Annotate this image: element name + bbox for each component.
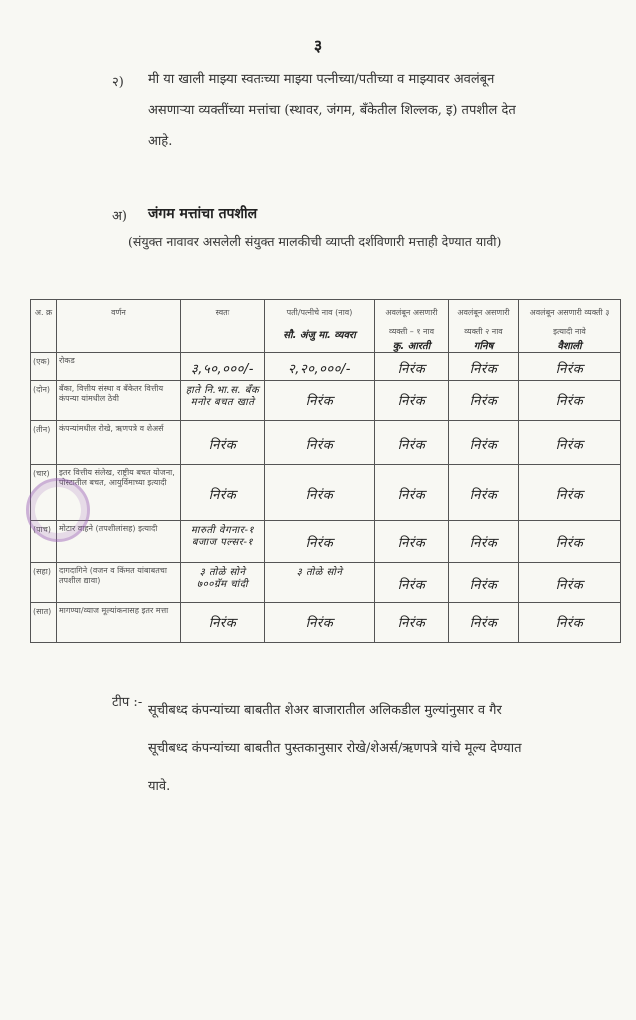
row-dep2-value: निरंक (469, 362, 498, 377)
header-cell (57, 300, 181, 353)
row-self-value: निरंक (208, 488, 237, 503)
table-row (31, 465, 621, 521)
cell-dep1 (375, 563, 449, 603)
row-dep3-value: निरंक (555, 394, 584, 409)
row-dep1-value: निरंक (397, 438, 426, 453)
row-self-value: निरंक (208, 438, 237, 453)
table-row (31, 421, 621, 465)
header-cell (449, 300, 519, 353)
cell-spouse (265, 465, 375, 521)
row-sr: (तीन) (33, 425, 51, 434)
cell-dep3 (519, 563, 621, 603)
row-sr: (चार) (33, 469, 50, 478)
row-dep3-value: निरंक (555, 362, 584, 377)
row-self-value: मारुती वेगनार-१ बजाज पल्सर-१ (190, 525, 255, 548)
section-line: मी या खाली माझ्या स्वतःच्या माझ्या पत्नीच्या/पतीच्या व माझ्यावर अवलंबून (148, 72, 495, 87)
row-description: दागदागिने (वजन व किंमत यांबाबतचा तपशील द्यावा) (59, 566, 167, 585)
subsection-number: अ) (112, 209, 128, 224)
cell-spouse (265, 381, 375, 421)
cell-desc (57, 563, 181, 603)
dependent-2-name: गनिष (473, 341, 494, 352)
row-dep3-value: निरंक (555, 536, 584, 551)
movable-assets-table (30, 299, 621, 643)
cell-desc (57, 603, 181, 643)
cell-dep3 (519, 381, 621, 421)
cell-dep1 (375, 421, 449, 465)
row-dep1-value: निरंक (397, 616, 426, 631)
header-self: स्वतः (215, 308, 230, 317)
table-row (31, 353, 621, 381)
cell-spouse (265, 353, 375, 381)
row-spouse-value: निरंक (305, 488, 334, 503)
cell-dep1 (375, 353, 449, 381)
cell-self (181, 563, 265, 603)
cell-spouse (265, 603, 375, 643)
header-cell (519, 300, 621, 353)
cell-desc (57, 421, 181, 465)
footnote-body (148, 692, 578, 806)
row-self-value: निरंक (208, 616, 237, 631)
row-sr: (दोन) (33, 385, 51, 394)
cell-dep1 (375, 381, 449, 421)
section-line: असणाऱ्या व्यक्तींच्या मत्तांचा (स्थावर, जंगम, बँकेतील शिल्लक, इ) तपशील देत (148, 103, 516, 118)
table-row (31, 563, 621, 603)
row-spouse-value: निरंक (305, 438, 334, 453)
cell-sr (31, 381, 57, 421)
section-line: आहे. (148, 134, 173, 149)
section-number: २) (112, 75, 124, 90)
row-dep1-value: निरंक (397, 578, 426, 593)
cell-desc (57, 353, 181, 381)
row-dep3-value: निरंक (555, 616, 584, 631)
cell-dep3 (519, 353, 621, 381)
cell-self (181, 421, 265, 465)
row-dep1-value: निरंक (397, 536, 426, 551)
row-description: रोकड (59, 356, 75, 365)
cell-sr (31, 353, 57, 381)
header-sr: अ. क्र (34, 308, 53, 317)
subsection-title: जंगम मत्तांचा तपशील (148, 206, 258, 222)
table-row (31, 381, 621, 421)
row-spouse-value: २,२०,०००/- (288, 362, 351, 377)
cell-dep1 (375, 603, 449, 643)
row-sr: (पाच) (33, 525, 51, 534)
row-description: मोटार वाहने (तपशीलांसह) इत्यादी (59, 524, 158, 533)
header-cell (375, 300, 449, 353)
section-paragraph (148, 64, 588, 157)
cell-desc (57, 381, 181, 421)
row-dep2-value: निरंक (469, 536, 498, 551)
row-spouse-value: निरंक (305, 616, 334, 631)
row-dep2-value: निरंक (469, 438, 498, 453)
table-row (31, 603, 621, 643)
row-dep2-value: निरंक (469, 488, 498, 503)
cell-dep2 (449, 353, 519, 381)
cell-sr (31, 603, 57, 643)
cell-dep2 (449, 421, 519, 465)
row-dep2-value: निरंक (469, 616, 498, 631)
dependent-1-name: कु. आरती (392, 341, 431, 352)
header-cell (181, 300, 265, 353)
row-dep3-value: निरंक (555, 578, 584, 593)
footnote-line: यावे. (148, 779, 171, 794)
cell-self (181, 521, 265, 563)
header-cell (265, 300, 375, 353)
row-description: बँका, वित्तीय संस्था व बँकेतर वित्तीय कंपन्या यांमधील ठेवी (59, 384, 164, 403)
row-sr: (सहा) (33, 567, 51, 576)
table-row (31, 521, 621, 563)
header-cell (31, 300, 57, 353)
row-dep2-value: निरंक (469, 578, 498, 593)
row-dep1-value: निरंक (397, 362, 426, 377)
cell-dep2 (449, 603, 519, 643)
footnote-label: टीप :- (112, 695, 143, 710)
row-dep3-value: निरंक (555, 438, 584, 453)
header-dependent-2: अवलंबून असणारी व्यक्ती २ नाव (457, 308, 510, 336)
cell-dep3 (519, 603, 621, 643)
header-dependent-1: अवलंबून असणारी व्यक्ती – १ नाव (385, 308, 438, 336)
footnote-line: सूचीबध्द कंपन्यांच्या बाबतीत शेअर बाजारातील अलिकडील मुल्यांनुसार व गैर (148, 703, 502, 718)
cell-dep1 (375, 465, 449, 521)
cell-dep3 (519, 421, 621, 465)
page-number: ३ (313, 36, 323, 55)
row-spouse-value: निरंक (305, 536, 334, 551)
row-self-value: ३,५०,०००/- (191, 362, 254, 377)
row-dep3-value: निरंक (555, 488, 584, 503)
official-seal-stamp (26, 478, 90, 542)
row-spouse-value: निरंक (305, 394, 334, 409)
header-description: वर्णन (111, 308, 126, 317)
cell-self (181, 381, 265, 421)
row-description: कंपन्यांमधील रोखे, ऋणपत्रे व शेअर्स (59, 424, 164, 433)
cell-spouse (265, 421, 375, 465)
cell-spouse (265, 521, 375, 563)
cell-dep2 (449, 563, 519, 603)
cell-dep3 (519, 521, 621, 563)
footnote-line: सूचीबध्द कंपन्यांच्या बाबतीत पुस्तकानुसार रोखे/शेअर्स/ऋणपत्रे यांचे मूल्य देण्यात (148, 741, 522, 756)
cell-sr (31, 563, 57, 603)
table-header-row (31, 300, 621, 353)
cell-dep3 (519, 465, 621, 521)
cell-spouse (265, 563, 375, 603)
row-dep1-value: निरंक (397, 394, 426, 409)
row-dep2-value: निरंक (469, 394, 498, 409)
cell-self (181, 465, 265, 521)
cell-self (181, 353, 265, 381)
cell-sr (31, 421, 57, 465)
row-self-value: ३ तोळे सोने ७००ग्रॅम चांदी (196, 567, 249, 590)
cell-dep2 (449, 465, 519, 521)
cell-dep2 (449, 521, 519, 563)
header-dependent-3: अवलंबून असणारी व्यक्ती ३ इत्यादी नावे (529, 308, 610, 336)
row-self-value: हाते नि.भा.स. बँक मनोर बचत खाते (185, 385, 260, 408)
row-sr: (सात) (33, 607, 52, 616)
row-dep1-value: निरंक (397, 488, 426, 503)
spouse-name: सौ. अंजु मा. व्यवरा (283, 330, 356, 341)
cell-dep1 (375, 521, 449, 563)
dependent-3-name: वैशाली (557, 341, 582, 352)
header-spouse: पती/पत्नीचे नाव (नाव) (286, 308, 353, 317)
row-description: मागण्या/व्याज मूल्यांकनासह इतर मत्ता (59, 606, 169, 615)
row-sr: (एक) (33, 357, 50, 366)
subsection-note: (संयुक्त नावावर असलेली संयुक्त मालकीची व्याप्ती दर्शविणारी मत्ताही देण्यात यावी) (128, 234, 502, 249)
assets-table-wrapper (30, 299, 620, 629)
cell-dep2 (449, 381, 519, 421)
row-description: इतर वित्तीय संलेख, राष्ट्रीय बचत योजना, पोस्टातील बचत, आयुर्विमाच्या इत्यादी (59, 468, 175, 487)
row-spouse-value: ३ तोळे सोने (296, 567, 343, 578)
cell-self (181, 603, 265, 643)
